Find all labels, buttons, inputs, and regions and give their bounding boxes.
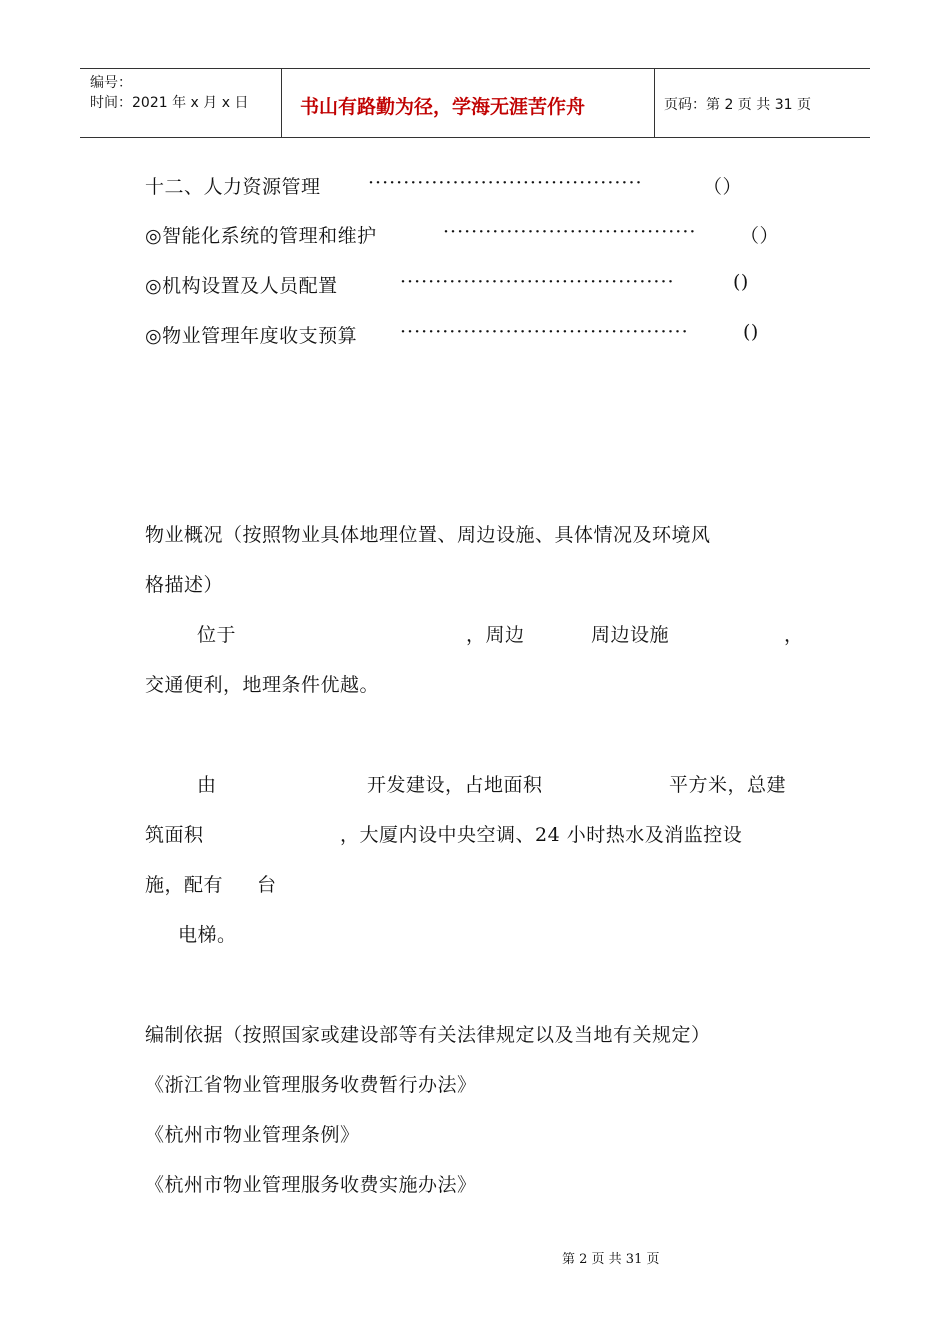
- location-traffic: 交通便利，地理条件优越。: [145, 674, 380, 696]
- toc-item-page: (): [733, 271, 749, 293]
- equipped-label: 施，配有: [145, 874, 224, 896]
- header-divider: [281, 69, 282, 137]
- toc-item-page: （）: [740, 225, 780, 247]
- area-unit: 平方米，总建: [669, 774, 787, 796]
- overview-heading: 物业概况（按照物业具体地理位置、周边设施、具体情况及环境风: [145, 524, 711, 546]
- basis-item: 《浙江省物业管理服务收费暂行办法》: [145, 1074, 477, 1096]
- header-divider: [654, 69, 655, 137]
- elevator-text: 电梯。: [178, 924, 237, 946]
- location-prefix: 位于: [197, 624, 237, 646]
- developer-text: 开发建设，占地面积: [367, 774, 543, 796]
- location-facilities: 周边设施: [591, 624, 670, 646]
- toc-item-leader: ····································: [443, 221, 697, 243]
- overview-heading-cont: 格描述）: [145, 574, 224, 596]
- page-footer: 第 2 页 共 31 页: [562, 1252, 660, 1267]
- location-comma: ，: [784, 624, 804, 646]
- basis-heading: 编制依据（按照国家或建设部等有关法律规定以及当地有关规定）: [145, 1024, 711, 1046]
- page-header: [80, 68, 870, 138]
- toc-item-leader: ·······································: [400, 271, 675, 293]
- building-area-label: 筑面积: [145, 824, 204, 846]
- facilities-text: ，大厦内设中央空调、24 小时热水及消监控设: [340, 824, 743, 846]
- developer-by: 由: [197, 774, 217, 796]
- header-date: 时间：2021 年 x 月 x 日: [90, 95, 249, 111]
- toc-item-page: (): [743, 321, 759, 343]
- toc-item-title: 十二、人力资源管理: [145, 176, 321, 198]
- toc-item-leader: ·········································: [400, 321, 689, 343]
- header-motto: 书山有路勤为径，学海无涯苦作舟: [300, 96, 586, 118]
- toc-item-leader: ·······································: [368, 172, 643, 194]
- unit-count-label: 台: [257, 874, 277, 896]
- basis-item: 《杭州市物业管理条例》: [145, 1124, 360, 1146]
- toc-item-page: （）: [703, 176, 743, 198]
- basis-item: 《杭州市物业管理服务收费实施办法》: [145, 1174, 477, 1196]
- header-code-label: 编号：: [90, 75, 132, 91]
- location-around: ，周边: [466, 624, 525, 646]
- toc-item-title: ◎机构设置及人员配置: [145, 275, 338, 297]
- toc-item-title: ◎智能化系统的管理和维护: [145, 225, 377, 247]
- toc-item-title: ◎物业管理年度收支预算: [145, 325, 358, 347]
- header-page-info: 页码：第 2 页 共 31 页: [664, 97, 811, 113]
